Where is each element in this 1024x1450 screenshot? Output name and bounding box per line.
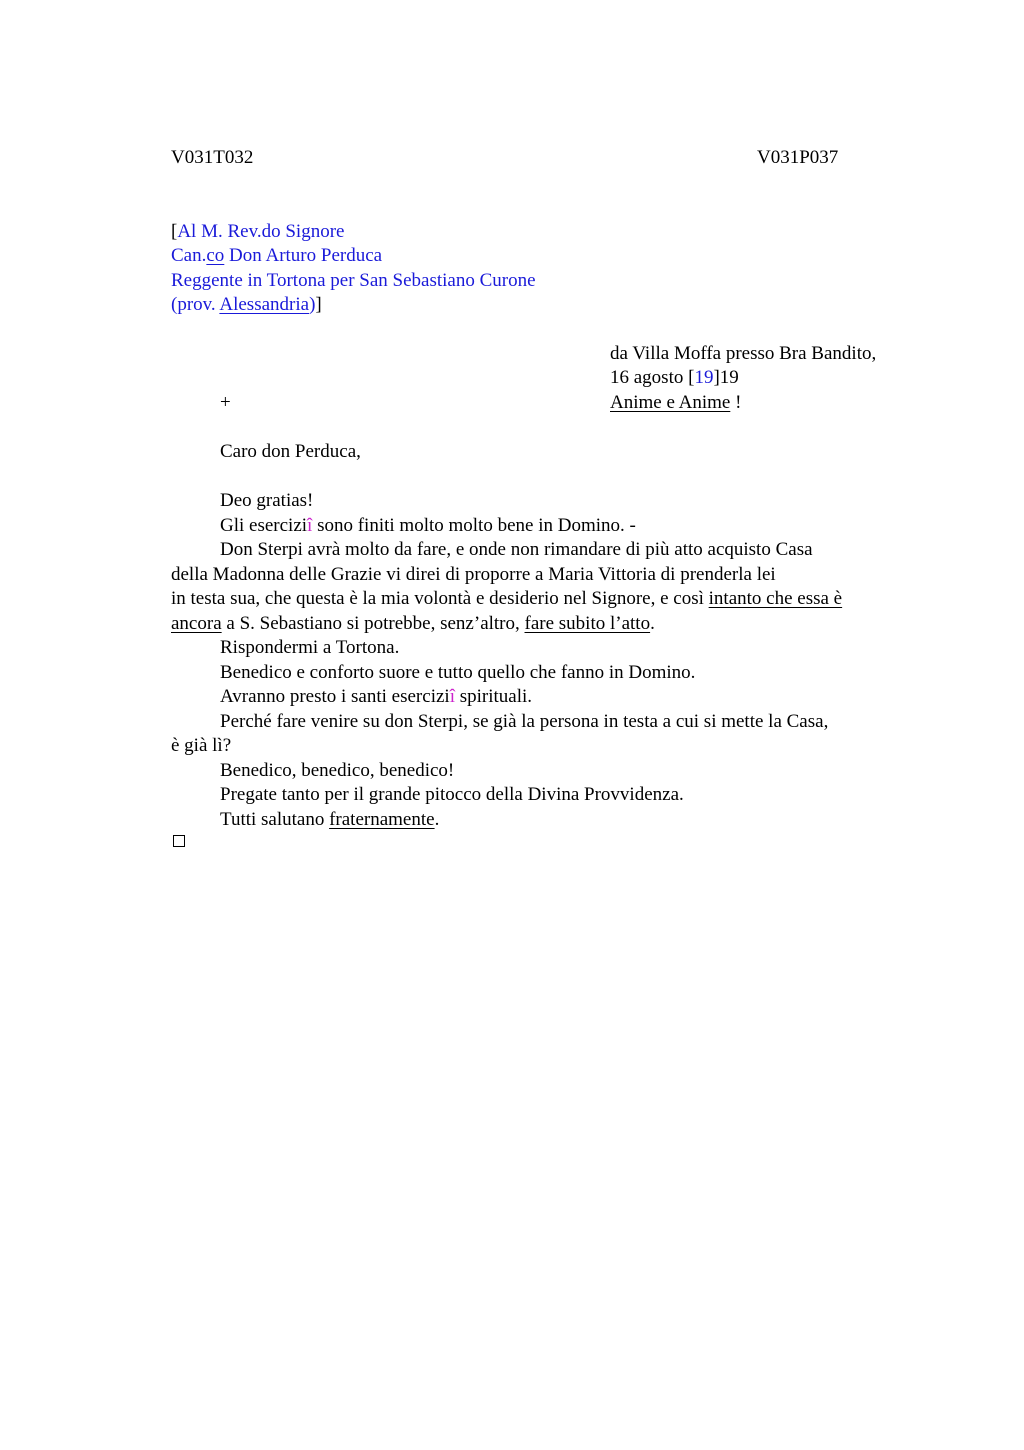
- paragraph: Gli eserciziî sono finiti molto molto bene in Domino. -: [220, 514, 636, 536]
- salutation: Caro don Perduca,: [220, 441, 361, 462]
- address-line-4: (prov. Alessandria)]: [171, 294, 322, 315]
- paragraph: Deo gratias!: [220, 490, 314, 511]
- dateline-date: 16 agosto [19]19: [610, 367, 739, 388]
- paragraph: Benedico, benedico, benedico!: [220, 759, 455, 781]
- paragraph: Pregate tanto per il grande pitocco della Divina Provvidenza.: [220, 784, 684, 805]
- editorial-mark: î: [449, 686, 455, 707]
- dateline-motto: Anime e Anime !: [610, 392, 742, 413]
- address-line-2: Can.co Don Arturo Perduca: [171, 245, 383, 266]
- paragraph: Perché fare venire su don Sterpi, se già la persona in testa a cui si mette la Casa, è già lì?: [171, 710, 829, 756]
- address-line-3: Reggente in Tortona per San Sebastiano Curone: [171, 270, 536, 291]
- paragraph: Benedico e conforto suore e tutto quello che fanno in Domino.: [220, 661, 696, 683]
- dateline-place: da Villa Moffa presso Bra Bandito,: [610, 343, 877, 364]
- paragraph: Tutti salutano fraternamente.: [220, 808, 440, 830]
- paragraph: Avranno presto i santi eserciziî spirituali.: [220, 686, 533, 707]
- paragraph: Rispondermi a Tortona.: [220, 637, 400, 658]
- document-code-right: V031P037: [757, 147, 839, 168]
- end-square-icon: [173, 835, 185, 847]
- address-line-1: [Al M. Rev.do Signore: [171, 221, 345, 242]
- editorial-mark: î: [307, 514, 313, 536]
- document-code-left: V031T032: [171, 147, 254, 168]
- cross-symbol: +: [220, 392, 231, 413]
- paragraph: Don Sterpi avrà molto da fare, e onde non rimandare di più atto acquisto Casa della Madonna delle Grazie vi direi di proporre a Maria Vittoria di prenderla lei in testa sua, che questa è la mia volontà e desiderio nel Signore, e così intanto che essa è ancora a S. Sebastiano si potrebbe, senz’altro, fare subito l’atto.: [171, 539, 843, 634]
- letter-body: [171, 489, 911, 832]
